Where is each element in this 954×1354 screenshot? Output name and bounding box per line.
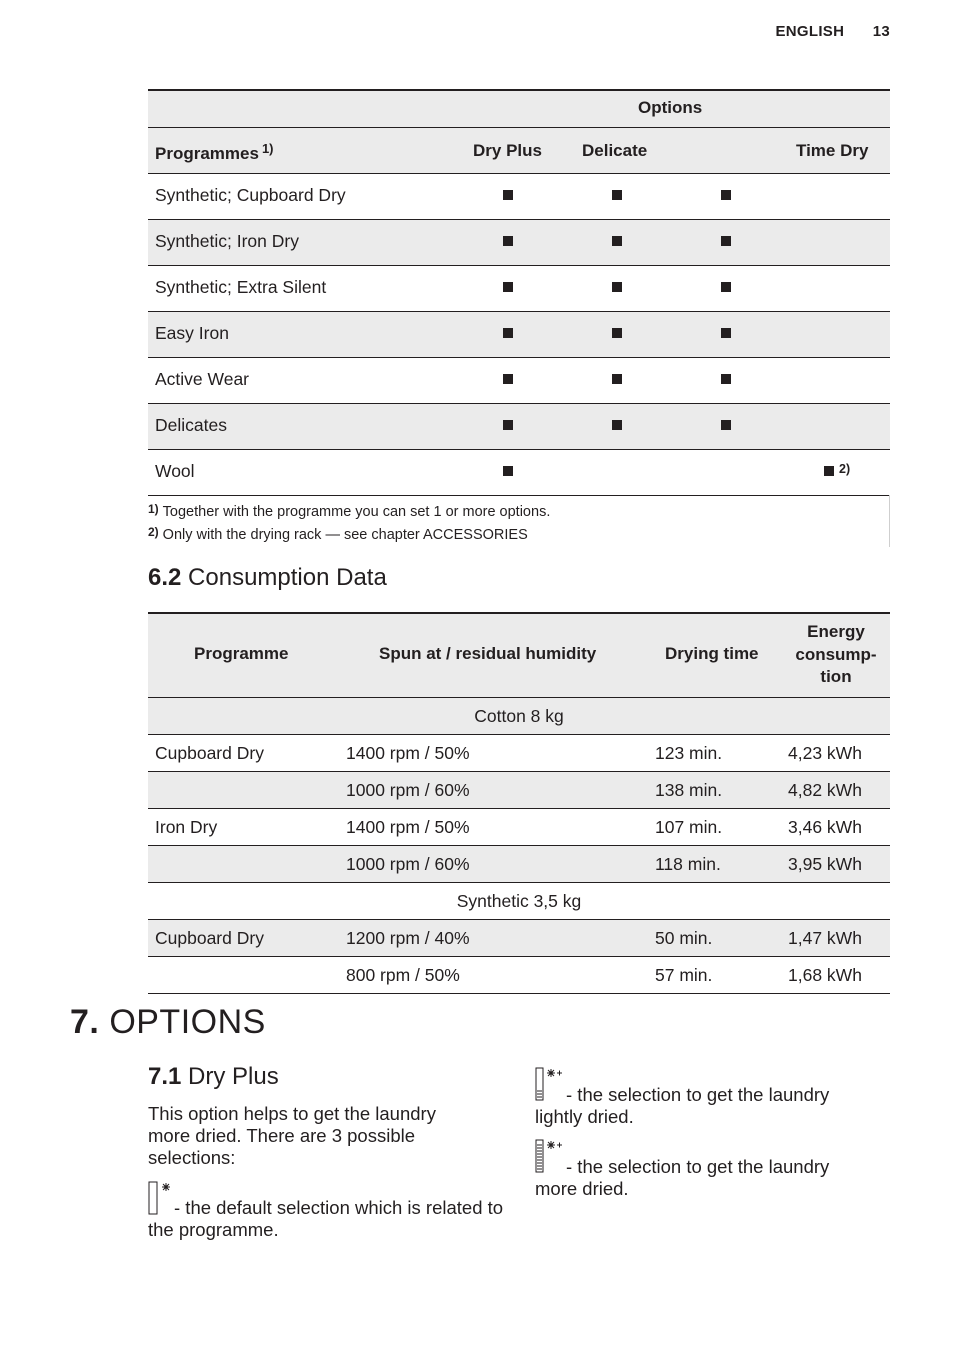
dry-plus-more-text: - the selection to get the laundry more dried. <box>535 1156 830 1199</box>
spun-cell: 800 rpm / 50% <box>346 965 460 985</box>
drying-time-cell: 57 min. <box>655 965 713 985</box>
table-row <box>148 266 890 312</box>
option-available-mark <box>503 282 513 292</box>
dry-plus-heading: 7.1 Dry Plus <box>148 1063 279 1090</box>
energy-cell: 4,23 kWh <box>788 743 862 763</box>
option-available-mark <box>612 420 622 430</box>
page-header <box>775 23 890 40</box>
programme-cell: Iron Dry <box>155 817 218 837</box>
group-row <box>148 883 890 920</box>
option-available-mark <box>612 236 622 246</box>
option-available-mark <box>721 190 731 200</box>
spun-cell: 1400 rpm / 50% <box>346 743 470 763</box>
option-available-mark <box>503 190 513 200</box>
table-row <box>148 404 890 450</box>
option-available-mark <box>721 420 731 430</box>
table-row <box>148 735 890 772</box>
programme-cell: Cupboard Dry <box>155 928 264 948</box>
dry-plus-intro: This option helps to get the laundry more dried. There are 3 possible selections: <box>148 1103 436 1168</box>
energy-cell: 1,68 kWh <box>788 965 862 985</box>
table-row <box>148 772 890 809</box>
table-edge-line <box>889 495 890 547</box>
programme-name: Synthetic; Extra Silent <box>155 277 327 297</box>
consumption-header <box>148 614 890 698</box>
group-label: Cotton 8 kg <box>474 706 564 726</box>
table-row <box>148 809 890 846</box>
option-available-mark <box>503 374 513 384</box>
consumption-heading: 6.2 Consumption Data <box>148 564 387 591</box>
spun-cell: 1200 rpm / 40% <box>346 928 470 948</box>
footnote-1: $^{1)}$ Together with the programme you can set 1 or more options. <box>148 502 551 520</box>
spun-cell: 1000 rpm / 60% <box>346 854 470 874</box>
option-available-mark <box>824 466 834 476</box>
options-column-header <box>148 128 890 174</box>
option-available-mark <box>721 282 731 292</box>
col-dry-plus: Dry Plus <box>473 141 542 160</box>
col-energy: Energy consump- tion <box>795 622 877 686</box>
programme-name: Delicates <box>155 415 227 435</box>
option-available-mark <box>721 374 731 384</box>
options-table <box>148 89 890 548</box>
consumption-rows <box>148 698 890 994</box>
option-available-mark <box>503 420 513 430</box>
group-row <box>148 698 890 735</box>
page-number: 13 <box>872 23 890 40</box>
energy-cell: 4,82 kWh <box>788 780 862 800</box>
footnote-ref: 2) <box>839 462 851 476</box>
programme-cell: Cupboard Dry <box>155 743 264 763</box>
option-available-mark <box>612 328 622 338</box>
footnote-2: $^{2)}$ Only with the drying rack — see chapter ACCESSORIES <box>148 525 528 543</box>
option-available-mark <box>503 466 513 476</box>
table-row <box>148 846 890 883</box>
group-label: Synthetic 3,5 kg <box>456 891 582 911</box>
consumption-table <box>148 612 890 994</box>
table-row <box>148 450 890 496</box>
drying-time-cell: 118 min. <box>655 854 721 874</box>
table-row <box>148 957 890 994</box>
table-row <box>148 312 890 358</box>
col-programme: Programme <box>194 644 289 663</box>
option-available-mark <box>612 374 622 384</box>
table-row <box>148 174 890 220</box>
col-drying-time: Drying time <box>665 644 759 663</box>
programmes-header: Programmes $^{1)}$ <box>155 141 274 163</box>
energy-cell: 3,46 kWh <box>788 817 862 837</box>
col-time-dry: Time Dry <box>796 141 869 160</box>
col-delicate: Delicate <box>582 141 648 160</box>
spun-cell: 1400 rpm / 50% <box>346 817 470 837</box>
option-available-mark <box>721 328 731 338</box>
drying-time-cell: 138 min. <box>655 780 723 800</box>
table-row <box>148 220 890 266</box>
col-spun: Spun at / residual humidity <box>379 644 597 663</box>
dry-plus-default-text: - the default selection which is related to the programme. <box>148 1197 504 1240</box>
option-available-mark <box>612 190 622 200</box>
drying-time-cell: 123 min. <box>655 743 723 763</box>
section-title: 7. OPTIONS <box>70 1003 266 1041</box>
options-group-header <box>148 91 890 128</box>
footnote-ref: 1) <box>261 141 274 156</box>
table-row <box>148 358 890 404</box>
drying-time-cell: 50 min. <box>655 928 713 948</box>
language-label: ENGLISH <box>775 23 845 40</box>
spun-cell: 1000 rpm / 60% <box>346 780 470 800</box>
energy-cell: 1,47 kWh <box>788 928 862 948</box>
option-available-mark <box>503 328 513 338</box>
drying-time-cell: 107 min. <box>655 817 723 837</box>
energy-cell: 3,95 kWh <box>788 854 862 874</box>
programme-name: Easy Iron <box>155 323 229 343</box>
options-rows <box>148 174 890 496</box>
option-available-mark <box>503 236 513 246</box>
option-available-mark <box>612 282 622 292</box>
option-available-mark <box>721 236 731 246</box>
programme-name: Synthetic; Iron Dry <box>155 231 299 251</box>
options-group-label: Options <box>638 98 703 117</box>
programme-name: Wool <box>155 461 195 481</box>
programme-name: Synthetic; Cupboard Dry <box>155 185 346 205</box>
dry-plus-light-text: - the selection to get the laundry lightly dried. <box>535 1084 830 1127</box>
programme-name: Active Wear <box>155 369 250 389</box>
table-row <box>148 920 890 957</box>
